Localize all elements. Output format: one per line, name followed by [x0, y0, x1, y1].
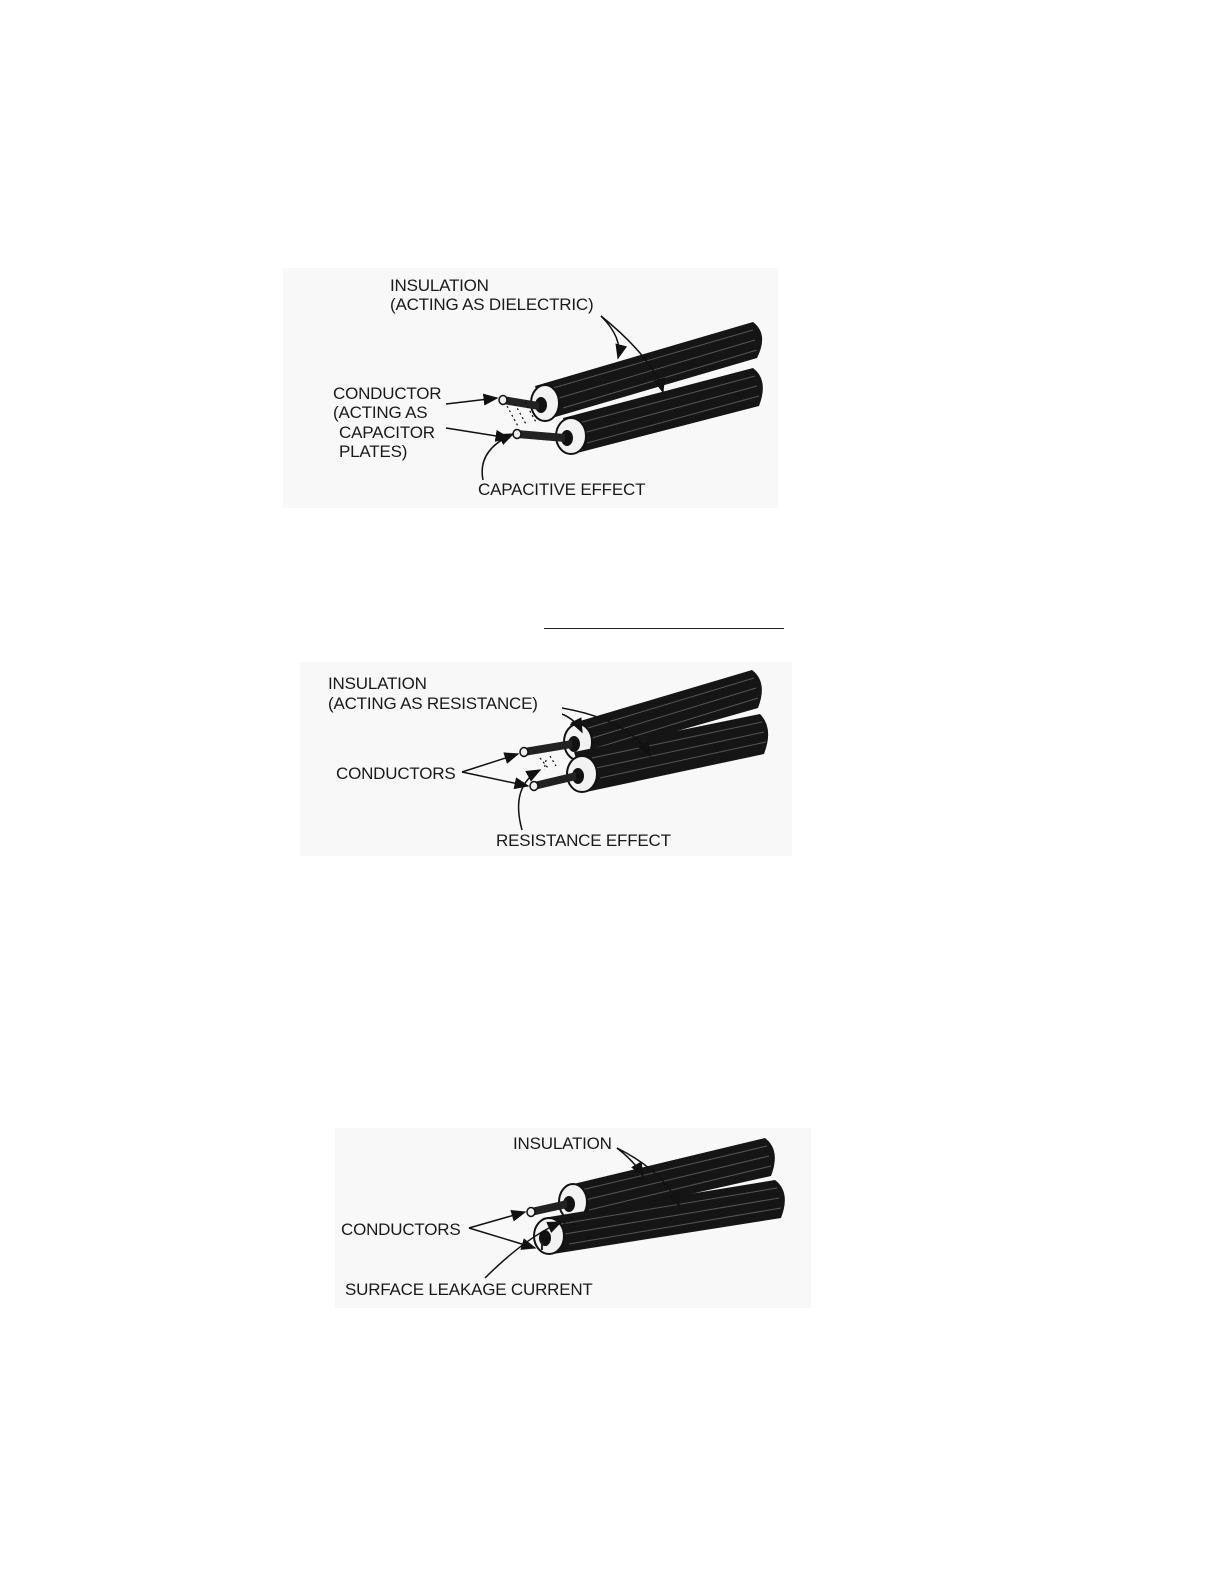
- capacitive-effect-label: CAPACITIVE EFFECT: [478, 480, 646, 499]
- insulation-sublabel: (ACTING AS DIELECTRIC): [390, 295, 594, 314]
- insulation-sublabel: (ACTING AS RESISTANCE): [328, 694, 538, 713]
- insulation-label: INSULATION: [513, 1134, 612, 1153]
- section-divider: [544, 628, 784, 629]
- surface-leakage-figure: [335, 1128, 811, 1308]
- resistance-effect-figure: [300, 662, 792, 856]
- insulation-label: INSULATION: [328, 674, 427, 693]
- conductor-sublabel-2: CAPACITOR: [339, 423, 435, 442]
- insulation-label: INSULATION: [390, 276, 489, 295]
- conductors-label: CONDUCTORS: [341, 1220, 461, 1239]
- surface-leakage-label: SURFACE LEAKAGE CURRENT: [345, 1280, 593, 1299]
- conductors-label: CONDUCTORS: [336, 764, 456, 783]
- conductor-sublabel-3: PLATES): [339, 442, 408, 461]
- capacitive-effect-figure: [283, 268, 778, 508]
- resistance-effect-label: RESISTANCE EFFECT: [496, 831, 671, 850]
- conductor-sublabel-1: (ACTING AS: [333, 403, 428, 422]
- conductor-label: CONDUCTOR: [333, 384, 442, 403]
